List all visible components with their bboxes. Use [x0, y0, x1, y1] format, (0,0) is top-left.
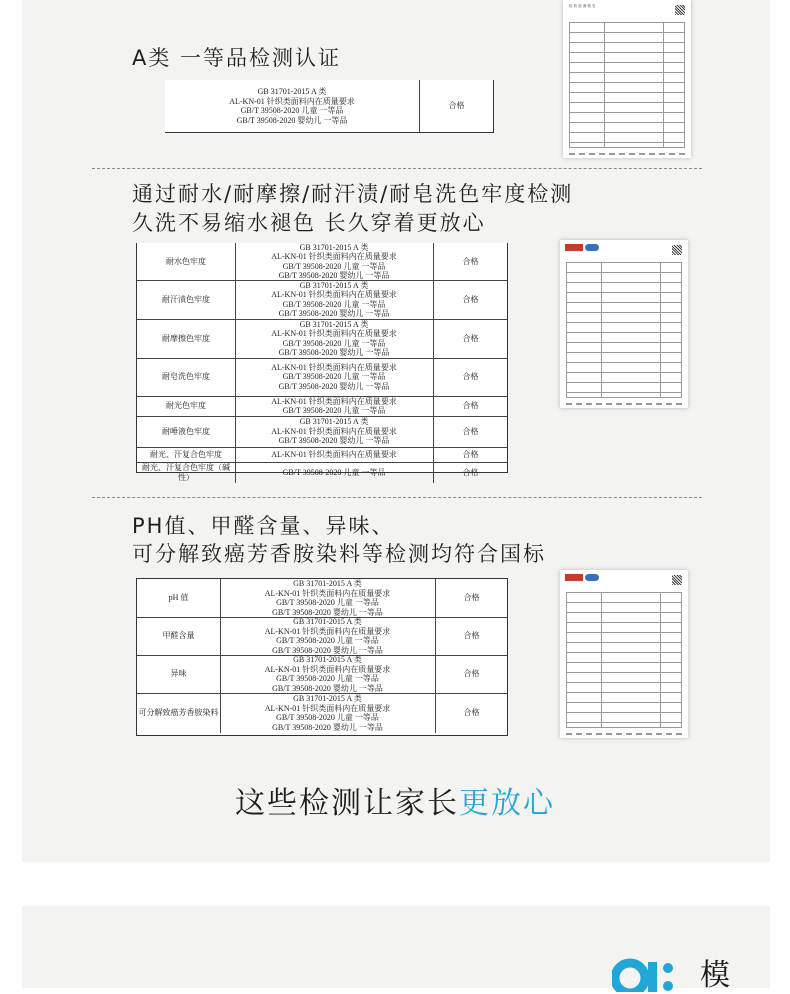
brand-logo-icon	[612, 952, 682, 992]
section3-heading-line2: 可分解致癌芳香胺染料等检测均符合国标	[132, 542, 546, 566]
test-item-cell: 耐水色牢度	[137, 243, 236, 280]
brand-char: 模	[700, 958, 730, 993]
standard-line: GB 31701-2015 A 类	[293, 617, 362, 626]
standard-line: GB/T 39508-2020 儿童 一等品	[282, 299, 386, 309]
standard-line: GB 31701-2015 A 类	[293, 694, 362, 703]
table-row	[137, 617, 507, 656]
section2-table	[136, 242, 508, 482]
section-divider	[92, 168, 702, 169]
test-item-cell: pH 值	[137, 579, 221, 617]
result-cell: 合格	[435, 617, 507, 655]
standard-line: GB 31701-2015 A 类	[293, 579, 362, 588]
standard-cell	[235, 243, 433, 280]
standard-cell	[235, 396, 433, 416]
section1-table	[165, 80, 494, 133]
standard-line: GB/T 39508-2020 婴幼儿 一等品	[278, 271, 390, 280]
standard-line: AL-KN-01 针织类面料内在质量要求	[271, 396, 397, 406]
table-row	[137, 358, 507, 397]
standard-line: GB/T 39508-2020 婴幼儿 一等品	[278, 436, 390, 446]
standard-line: GB/T 39508-2020 婴幼儿 一等品	[272, 607, 383, 617]
standard-line: GB/T 39508-2020 儿童 一等品	[276, 598, 379, 607]
section1-heading: A类 一等品检测认证	[132, 46, 342, 70]
standard-line: GB/T 39508-2020 儿童 一等品	[276, 713, 379, 722]
slogan-highlight: 更放心	[459, 786, 555, 821]
result-cell: 合格	[433, 280, 507, 319]
standard-line: AL-KN-01 针织类面料内在质量要求	[264, 664, 391, 674]
standard-cell	[220, 693, 435, 733]
standard-cell	[165, 80, 419, 132]
standard-cell	[220, 617, 435, 655]
test-item-cell: 异味	[137, 655, 221, 693]
standard-line: GB/T 39508-2020 儿童 一等品	[282, 372, 386, 382]
result-cell: 合格	[435, 655, 507, 693]
result-cell: 合格	[433, 462, 507, 483]
result-cell: 合格	[419, 80, 493, 132]
standard-line: GB 31701-2015 A 类	[293, 655, 362, 664]
standard-line: AL-KN-01 针织类面料内在质量要求	[264, 626, 391, 636]
table-row	[137, 319, 507, 359]
result-cell: 合格	[433, 358, 507, 396]
standard-line: GB/T 39508-2020 婴幼儿 一等品	[272, 683, 383, 693]
test-item-cell: 甲醛含量	[137, 617, 221, 655]
table-row	[137, 447, 507, 463]
standard-line: AL-KN-01 针织类面料内在质量要求	[264, 703, 391, 713]
standard-line: AL-KN-01 针织类面料内在质量要求	[271, 290, 397, 299]
standard-line: GB 31701-2015 A 类	[299, 319, 369, 329]
standard-line: AL-KN-01 针织类面料内在质量要求	[264, 588, 391, 598]
standard-line: GB/T 39508-2020 儿童 一等品	[240, 106, 344, 115]
table-row	[137, 655, 507, 694]
standard-cell	[235, 319, 433, 358]
section2-heading-line2: 久洗不易缩水褪色 长久穿着更放心	[132, 211, 486, 235]
test-report-image: 检 验 检 测 报 告	[563, 0, 691, 158]
test-item-cell: 耐汗渍色牢度	[137, 280, 236, 319]
test-item-cell: 耐唾液色牢度	[137, 416, 236, 447]
table-row	[137, 579, 507, 618]
standard-cell	[235, 280, 433, 319]
standard-cell	[220, 655, 435, 693]
test-item-cell: 耐光、汗复合色牢度	[137, 447, 236, 462]
result-cell: 合格	[435, 579, 507, 617]
standard-line: AL-KN-01 针织类面料内在质量要求	[271, 362, 397, 372]
standard-line: AL-KN-01 针织类面料内在质量要求	[271, 426, 397, 436]
test-item-cell: 可分解致癌芳香胺染料	[137, 693, 221, 733]
table-row	[165, 80, 493, 132]
section3-table	[136, 578, 508, 736]
standard-line: GB 31701-2015 A 类	[299, 242, 369, 252]
test-report-image	[560, 240, 688, 408]
standard-cell	[235, 447, 433, 462]
standard-line: GB/T 39508-2020 婴幼儿 一等品	[278, 348, 390, 357]
standard-line: AL-KN-01 针织类面料内在质量要求	[271, 252, 397, 261]
slogan-prefix: 这些检测让家长	[235, 786, 459, 821]
slogan	[0, 778, 790, 822]
result-cell: 合格	[433, 416, 507, 447]
result-cell: 合格	[433, 319, 507, 358]
standard-line: AL-KN-01 针织类面料内在质量要求	[271, 449, 397, 459]
standard-line: GB/T 39508-2020 儿童 一等品	[276, 674, 379, 683]
test-item-cell: 耐光、汗复合色牢度（碱性）	[137, 462, 236, 483]
result-cell: 合格	[435, 693, 507, 733]
table-row	[137, 416, 507, 448]
standard-line: AL-KN-01 针织类面料内在质量要求	[271, 329, 397, 338]
standard-line: GB/T 39508-2020 婴幼儿 一等品	[278, 381, 390, 391]
result-cell: 合格	[433, 396, 507, 416]
standard-line: GB/T 39508-2020 婴幼儿 一等品	[272, 722, 383, 732]
standard-line: GB/T 39508-2020 儿童 一等品	[276, 636, 379, 645]
standard-line: GB 31701-2015 A 类	[257, 87, 327, 96]
result-cell: 合格	[433, 447, 507, 462]
table-row	[137, 280, 507, 320]
table-row	[137, 693, 507, 733]
section2-heading-line1: 通过耐水/耐摩擦/耐汗渍/耐皂洗色牢度检测	[132, 182, 574, 206]
standard-line: GB/T 39508-2020 婴幼儿 一等品	[278, 309, 390, 318]
standard-line: GB/T 39508-2020 儿童 一等品	[282, 467, 386, 477]
standard-cell	[220, 579, 435, 617]
table-row	[137, 243, 507, 281]
result-cell: 合格	[433, 243, 507, 280]
standard-line: GB 31701-2015 A 类	[299, 280, 369, 290]
table-row	[137, 462, 507, 483]
standard-line: GB 31701-2015 A 类	[299, 417, 369, 427]
test-report-image	[560, 570, 688, 738]
standard-line: GB/T 39508-2020 婴幼儿 一等品	[272, 645, 383, 655]
test-item-cell: 耐摩擦色牢度	[137, 319, 236, 358]
section-divider	[92, 497, 702, 498]
standard-line: GB/T 39508-2020 儿童 一等品	[282, 338, 386, 348]
standard-cell	[235, 416, 433, 447]
test-item-cell: 耐皂洗色牢度	[137, 358, 236, 396]
section3-heading-line1: PH值、甲醛含量、异味、	[132, 514, 395, 538]
table-row	[137, 396, 507, 417]
standard-line: GB/T 39508-2020 婴幼儿 一等品	[236, 115, 348, 125]
standard-line: GB/T 39508-2020 儿童 一等品	[282, 406, 386, 415]
standard-line: AL-KN-01 针织类面料内在质量要求	[229, 96, 355, 106]
test-item-cell: 耐光色牢度	[137, 396, 236, 416]
standard-line: GB/T 39508-2020 儿童 一等品	[282, 261, 386, 271]
standard-cell	[235, 462, 433, 483]
standard-cell	[235, 358, 433, 396]
